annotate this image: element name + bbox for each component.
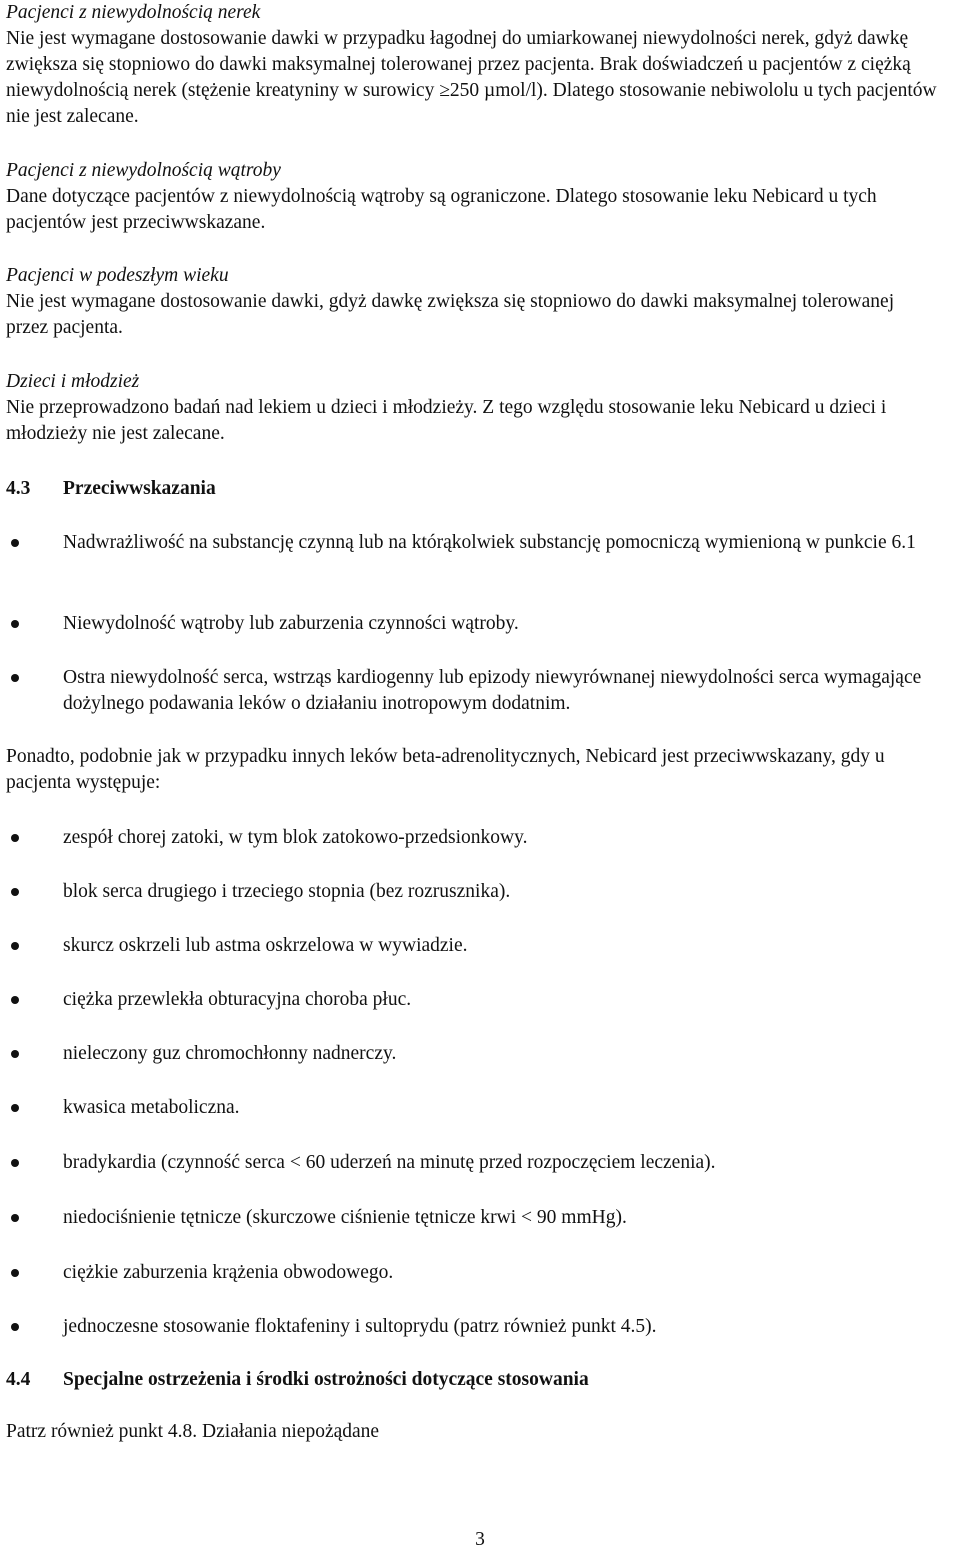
condition-text: bradykardia (czynność serca < 60 uderzeń na minutę przed rozpoczęciem leczenia). xyxy=(63,1152,716,1173)
condition-text: skurcz oskrzeli lub astma oskrzelowa w wywiadzie. xyxy=(63,935,468,956)
hepatic-title: Pacjenci z niewydolnością wątroby xyxy=(6,160,281,181)
condition-item xyxy=(6,933,940,959)
renal-title: Pacjenci z niewydolnością nerek xyxy=(6,2,261,23)
hepatic-text: Dane dotyczące pacjentów z niewydolnością wątroby są ograniczone. Dlatego stosowanie leku Nebicard u tych pacjentów jest przeciwwskazane. xyxy=(6,186,877,233)
section-4-4-text: Patrz również punkt 4.8. Działania niepożądane xyxy=(6,1421,380,1442)
elderly-text: Nie jest wymagane dostosowanie dawki, gdyż dawkę zwiększa się stopniowo do dawki maksymalnej tolerowanej przez pacjenta. xyxy=(6,291,895,338)
condition-text: ciężka przewlekła obturacyjna choroba płuc. xyxy=(63,989,412,1010)
contraindication-item xyxy=(6,530,940,556)
elderly-title: Pacjenci w podeszłym wieku xyxy=(6,265,229,286)
children-title: Dzieci i młodzież xyxy=(6,371,140,392)
contraindication-text: Ostra niewydolność serca, wstrząs kardiogenny lub epizody niewyrównanej niewydolności serca wymagające dożylnego podawania leków o działaniu inotropowym dodatnim. xyxy=(63,667,922,714)
section-4-4-title: Specjalne ostrzeżenia i środki ostrożności dotyczące stosowania xyxy=(63,1369,589,1390)
children-text: Nie przeprowadzono badań nad lekiem u dzieci i młodzieży. Z tego względu stosowanie leku Nebicard u dzieci i młodzieży nie jest zalecane. xyxy=(6,397,887,444)
section-4-3-number: 4.3 xyxy=(6,478,31,499)
contraindication-text: Nadwrażliwość na substancję czynną lub na którąkolwiek substancję pomocniczą wymienioną w punkcie 6.1 xyxy=(63,532,916,553)
condition-item xyxy=(6,1314,940,1340)
condition-item xyxy=(6,879,940,905)
bullet-icon xyxy=(11,1269,19,1277)
bullet-icon xyxy=(11,942,19,950)
bullet-icon xyxy=(11,888,19,896)
condition-text: zespół chorej zatoki, w tym blok zatokowo-przedsionkowy. xyxy=(63,827,528,848)
section-4-3-heading xyxy=(6,476,940,502)
contraindication-item xyxy=(6,665,940,717)
contraindication-text: Niewydolność wątroby lub zaburzenia czynności wątroby. xyxy=(63,613,519,634)
condition-text: nieleczony guz chromochłonny nadnerczy. xyxy=(63,1043,397,1064)
bullet-icon xyxy=(11,1159,19,1167)
bullet-icon xyxy=(11,996,19,1004)
condition-item xyxy=(6,825,940,851)
condition-text: blok serca drugiego i trzeciego stopnia (bez rozrusznika). xyxy=(63,881,511,902)
contraindications-intro: Ponadto, podobnie jak w przypadku innych leków beta-adrenolitycznych, Nebicard jest przeciwwskazany, gdy u pacjenta występuje: xyxy=(6,746,885,793)
contraindication-item xyxy=(6,611,940,637)
bullet-icon xyxy=(11,834,19,842)
condition-text: jednoczesne stosowanie floktafeniny i sultoprydu (patrz również punkt 4.5). xyxy=(63,1316,657,1337)
bullet-icon xyxy=(11,1323,19,1331)
condition-item xyxy=(6,1041,940,1067)
condition-item xyxy=(6,1095,940,1121)
bullet-icon xyxy=(11,539,19,547)
condition-text: niedociśnienie tętnicze (skurczowe ciśnienie tętnicze krwi < 90 mmHg). xyxy=(63,1207,627,1228)
renal-text: Nie jest wymagane dostosowanie dawki w przypadku łagodnej do umiarkowanej niewydolności nerek, gdyż dawkę zwiększa się stopniowo do dawki maksymalnej tolerowanej przez pacjenta. Brak doświadczeń u pacjentów z ciężką niewydolnością nerek (stężenie kreatyniny w surowicy ≥250 µmol/l). Dlatego stosowanie nebiwololu u tych pacjentów nie jest zalecane. xyxy=(6,28,937,127)
section-4-4-heading xyxy=(6,1367,940,1393)
condition-text: kwasica metaboliczna. xyxy=(63,1097,240,1118)
section-4-4-number: 4.4 xyxy=(6,1369,31,1390)
bullet-icon xyxy=(11,1214,19,1222)
section-4-3-title: Przeciwwskazania xyxy=(63,478,216,499)
bullet-icon xyxy=(11,1050,19,1058)
condition-item xyxy=(6,987,940,1013)
condition-item xyxy=(6,1150,940,1176)
condition-item xyxy=(6,1205,940,1231)
condition-text: ciężkie zaburzenia krążenia obwodowego. xyxy=(63,1262,394,1283)
page-number: 3 xyxy=(475,1529,485,1550)
bullet-icon xyxy=(11,674,19,682)
condition-item xyxy=(6,1260,940,1286)
bullet-icon xyxy=(11,1104,19,1112)
bullet-icon xyxy=(11,620,19,628)
